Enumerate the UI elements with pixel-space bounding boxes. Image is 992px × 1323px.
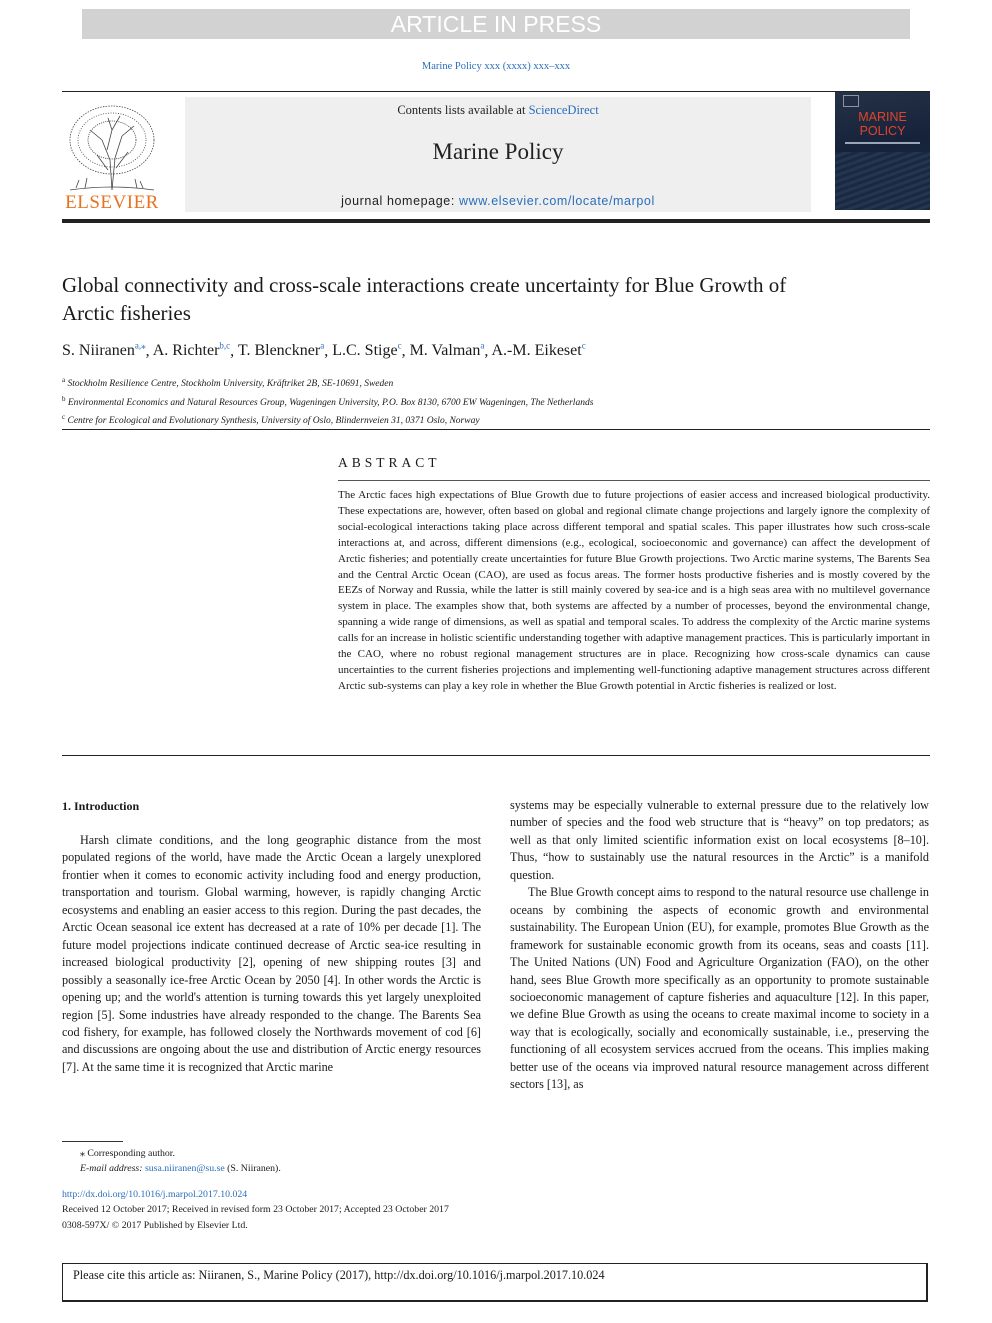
cover-sea-image: [835, 152, 930, 210]
header-top-rule: [62, 91, 930, 92]
journal-cover-thumbnail[interactable]: [835, 92, 930, 210]
corresponding-author-note: ⁎ Corresponding author.: [80, 1148, 175, 1159]
sciencedirect-link[interactable]: ScienceDirect: [528, 103, 599, 117]
affiliations: [62, 373, 930, 429]
body-column-left: [62, 832, 481, 1076]
cover-title-line1: MARINE: [858, 110, 907, 124]
abstract-heading-rule: [338, 480, 930, 481]
abstract-text: The Arctic faces high expectations of Blue Growth due to future projections of easier access and increased biological productivity. These expectations are, however, often based on global and regional climate change projections and largely ignore the complexity of social-ecological interactions taking place across different temporal and spatial scales. This paper illustrates how such cross-scale interactions at, and across, different dimensions (e.g., ecological, socioeconomic and governance) can affect the development of Arctic fisheries; and potentially create uncertainties for future Blue Growth projections. Two Arctic marine systems, The Barents Sea and the Central Arctic Ocean (CAO), are used as focus areas. The former hosts productive fisheries and is mostly covered by the EEZs of Norway and Russia, while the latter is still mainly covered by sea-ice and is a high seas area with no multilevel governance system in place. The examples show that, both systems are affected by a number of processes, beyond the environmental change, spanning a wide range of dimensions, as well as spatial and temporal scales. To address the complexity of the Arctic marine systems calls for an increase in holistic scientific understanding together with adaptive management practices. This is particularly important in the CAO, where no robust regional management structures are in place. Recognizing how cross-scale dynamics can cause uncertainties to the current fisheries projections and implementing well-functioning adaptive management structures across different Arctic sub-systems can play a key role in whether the Blue Growth potential in Arctic fisheries is realized or lost.: [338, 489, 930, 692]
header-bottom-rule: [62, 219, 930, 223]
author[interactable]: A. Richter$^{b,c}$: [152, 341, 231, 360]
body-paragraph: Harsh climate conditions, and the long geographic distance from the most populated regions of the world, have made the Arctic Ocean a largely unexplored frontier when it comes to economic activity including food and energy production, transportation and tourism. Global warming, however, is rapidly changing Arctic ecosystems and enabling an easier access to this region. During the past decades, the Arctic Ocean seasonal ice extent has decreased at a rate of 10% per decade [1]. The future model projections indicate continued decrease of Arctic sea-ice resulting in increased biological productivity [2], opening of new shipping routes [3] and possibly a seasonally ice-free Arctic Ocean by 2050 [4]. In other words the Arctic is opening up; and the world's attention is turning towards this yet largely unexploited region [5]. Some industries have already responded to the change. The Barents Sea cod fishery, for example, has followed closely the Northwards movement of cod [6] and discussions are ongoing about the use and distribution of Arctic energy resources [7]. At the same time it is recognized that Arctic marine: [62, 833, 481, 1074]
cite-prefix: Please cite this article as: Niiranen, S., Marine Policy (2017),: [73, 1268, 375, 1282]
body-paragraph: systems may be especially vulnerable to external pressure due to the relatively low number of species and the food web structure that is “heavy” on top predators; as well as that only limited scientific information exist on local ecosystems [8–10]. Thus, “how to sustainably use the natural resources in the Arctic” is a manifold question.: [510, 798, 929, 882]
article-in-press-banner: ARTICLE IN PRESS: [82, 9, 910, 39]
article-title: Global connectivity and cross-scale interactions create uncertainty for Blue Growth of Arctic fisheries: [62, 273, 787, 325]
homepage-link[interactable]: www.elsevier.com/locate/marpol: [458, 194, 655, 208]
cite-doi[interactable]: http://dx.doi.org/10.1016/j.marpol.2017.10.024: [374, 1268, 605, 1282]
author[interactable]: S. Niiranen$^{a,⁎}$: [62, 341, 146, 360]
cover-title-line2: POLICY: [859, 124, 906, 138]
affiliation: $^b$ Environmental Economics and Natural Resources Group, Wageningen University, P.O. Box 8130, 6700 EW Wageningen, The Netherlands: [62, 394, 594, 408]
affiliations-rule: [62, 429, 930, 430]
author[interactable]: M. Valman$^a$: [409, 341, 485, 360]
publication-dates: Received 12 October 2017; Received in revised form 23 October 2017; Accepted 23 October 2017: [62, 1204, 449, 1216]
body-column-right: [510, 797, 929, 1094]
doi-link[interactable]: http://dx.doi.org/10.1016/j.marpol.2017.10.024: [62, 1189, 248, 1200]
body-paragraph: The Blue Growth concept aims to respond to the natural resource use challenge in oceans by combining the aspects of economic growth and environmental sustainability. The European Union (EU), for example, promotes Blue Growth as the framework for sustainable economic growth from its oceans, seas and coasts [11]. The United Nations (UN) Food and Agriculture Organization (FAO), on the other hand, sees Blue Growth more specifically as an opportunity to promote sustainable socioeconomic management of capture fisheries and aquaculture [12]. In this paper, we define Blue Growth as using the oceans to create maximal income to society in a way that is ecologically, socially and economically sustainable, i.e., preserving the functioning of all ecosystem services accrued from the oceans. This implies making better use of the oceans via improved natural resource management across different sectors [13], as: [510, 885, 929, 1092]
cover-title: [835, 110, 930, 138]
journal-title: Marine Policy: [432, 139, 564, 164]
copyright-line: 0308-597X/ © 2017 Published by Elsevier Ltd.: [62, 1219, 248, 1231]
cite-this-article-box: [62, 1263, 928, 1302]
abstract-heading: ABSTRACT: [338, 455, 441, 470]
author[interactable]: T. Blenckner$^a$: [237, 341, 325, 360]
journal-masthead: [185, 97, 811, 212]
contents-availability: [185, 103, 811, 118]
journal-homepage: [185, 194, 811, 208]
section-heading-introduction: 1. Introduction: [62, 799, 140, 813]
journal-citation-link[interactable]: Marine Policy xxx (xxxx) xxx–xxx: [421, 61, 571, 72]
email-note: E-mail address: susa.niiranen@su.se (S. Niiranen).: [80, 1163, 281, 1174]
email-link[interactable]: susa.niiranen@su.se: [144, 1163, 225, 1174]
author[interactable]: A.-M. Eikeset$^c$: [491, 341, 586, 360]
contents-prefix: Contents lists available at: [397, 103, 529, 117]
affiliation: $^a$ Stockholm Resilience Centre, Stockholm University, Kräftriket 2B, SE-10691, Sweden: [62, 376, 394, 390]
publication-info: [62, 1187, 449, 1233]
author-list: S. Niiranen$^{a,⁎}$, A. Richter$^{b,c}$, T. Blenckner$^a$, L.C. Stige$^c$, M. Valman$^a$, A.-M. Eikeset$^c$: [62, 341, 586, 360]
elsevier-wordmark: ELSEVIER: [65, 192, 159, 213]
footnote-rule: [62, 1141, 123, 1142]
author[interactable]: L.C. Stige$^c$: [332, 341, 402, 360]
homepage-prefix: journal homepage:: [341, 194, 459, 208]
abstract-bottom-rule: [62, 755, 930, 756]
cover-publisher-mark: [843, 95, 859, 107]
cover-strip: [845, 142, 920, 144]
affiliation: $^c$ Centre for Ecological and Evolutionary Synthesis, University of Oslo, Blindernveien 31, 0371 Oslo, Norway: [62, 413, 480, 427]
footnotes: [80, 1146, 281, 1176]
